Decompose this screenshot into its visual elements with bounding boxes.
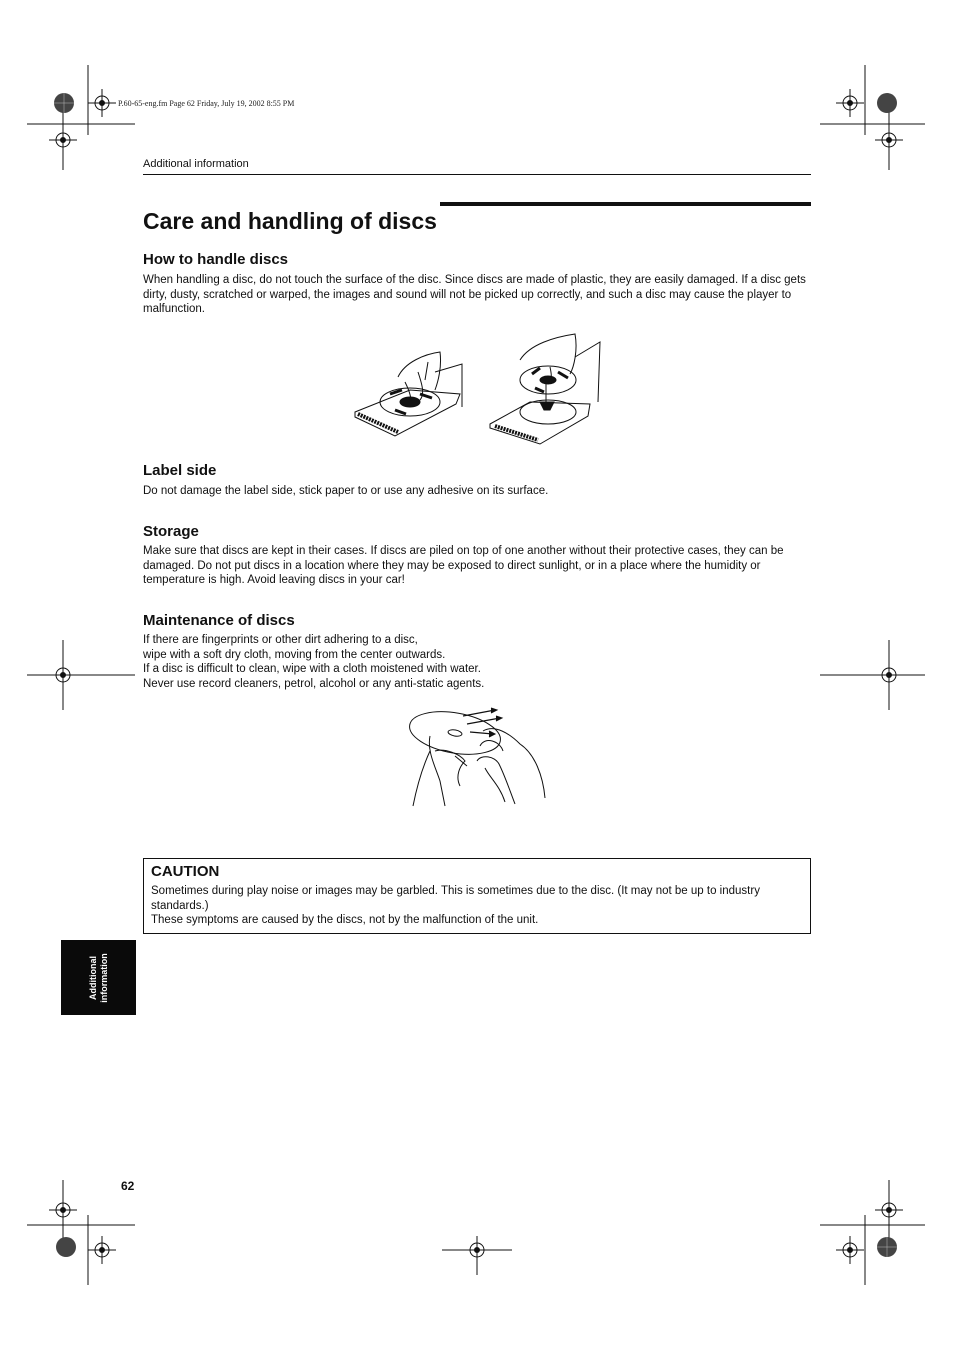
caution-title: CAUTION: [151, 863, 220, 880]
side-tab-label: [88, 953, 110, 1003]
caution-line: These symptoms are caused by the discs, not by the malfunction of the unit.: [151, 914, 539, 926]
title-rule: [440, 202, 811, 206]
page-number: 62: [121, 1179, 135, 1193]
heading-storage: Storage: [143, 523, 199, 540]
text-label-side: Do not damage the label side, stick paper to or use any adhesive on its surface.: [143, 485, 549, 497]
disc-handling-illustration: [350, 332, 610, 457]
text-how-to-handle: When handling a disc, do not touch the surface of the disc. Since discs are made of plastic, they are easily damaged. If a disc gets dirty, dusty, scratched or warped, the images and sound will not be picked up correctly, and such a disc may cause the player to malfunction.: [143, 274, 806, 315]
text-maintenance: [143, 633, 811, 691]
maintenance-line: wipe with a soft dry cloth, moving from the center outwards.: [143, 648, 446, 661]
page-title: Care and handling of discs: [143, 208, 437, 234]
disc-wiping-illustration: [405, 706, 550, 808]
side-tab-line: Additional: [87, 955, 98, 1000]
caution-text: [151, 884, 791, 928]
text-storage: Make sure that discs are kept in their cases. If discs are piled on top of one another without their protective cases, they can be damaged. Do not put discs in a location where they may be exposed to direct sunlight, or in a place where the humidity or temperature is high. Avoid leaving discs in your car!: [143, 545, 784, 586]
heading-how-to-handle: How to handle discs: [143, 251, 289, 268]
caution-line: Sometimes during play noise or images may be garbled. This is sometimes due to the disc. (It may not be up to industry standards.): [151, 885, 760, 912]
heading-maintenance: Maintenance of discs: [143, 612, 295, 629]
side-tab-line: information: [98, 952, 109, 1003]
side-tab: [61, 940, 136, 1015]
maintenance-line: Never use record cleaners, petrol, alcohol or any anti-static agents.: [143, 677, 485, 690]
caution-box: [143, 858, 811, 934]
maintenance-line: If there are fingerprints or other dirt adhering to a disc,: [143, 634, 418, 646]
heading-label-side: Label side: [143, 462, 217, 479]
running-header: Additional information: [143, 158, 249, 170]
maintenance-line: If a disc is difficult to clean, wipe with a cloth moistened with water.: [143, 663, 481, 675]
print-slug: P.60-65-eng.fm Page 62 Friday, July 19, 2002 8:55 PM: [118, 99, 295, 108]
header-rule: [143, 174, 811, 175]
